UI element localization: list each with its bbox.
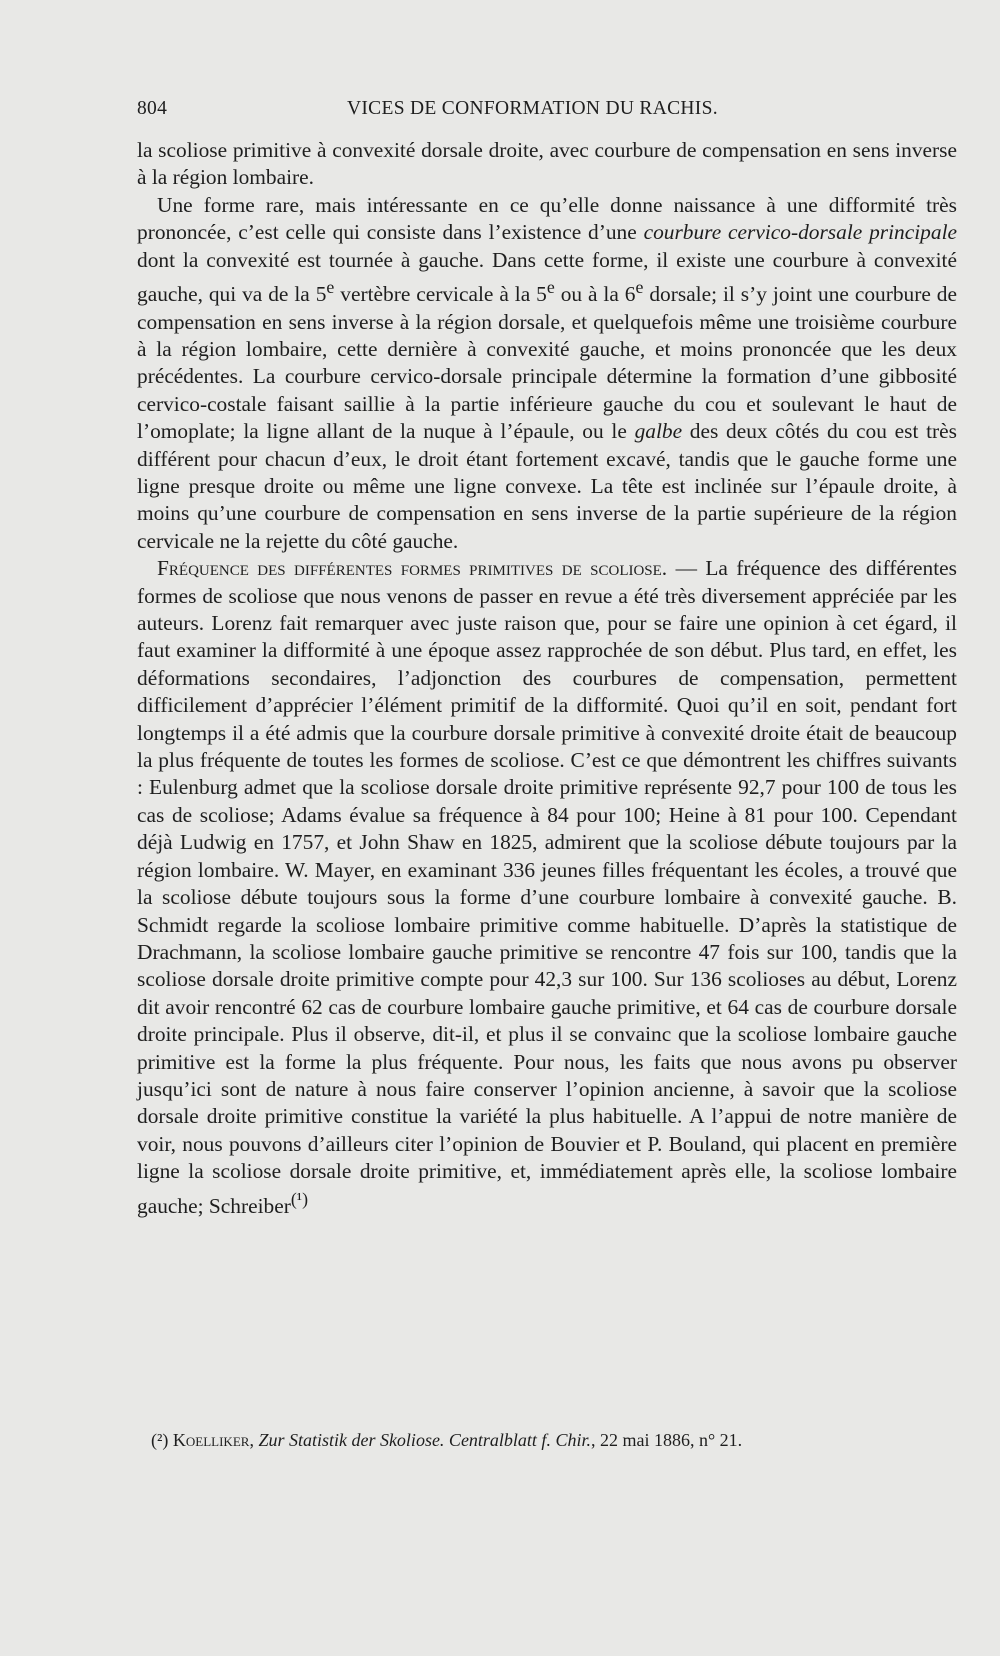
p2-text-b: dont la convexité est tournée à gauche. Dans cette forme, il existe une courbure à convexité gauche, qui va de la 5 [137,247,957,307]
footnote-author: Koelliker [172,1430,250,1450]
p2-sup-1: e [326,277,335,298]
footnote [137,1428,957,1452]
p2-text-e: dorsale; il s’y joint une courbure de compensation en sens inverse à la région dorsale, et quelquefois même une troisième courbure à la région lombaire, cette dernière à convexité gauche, et moins prononcée que les deux précédentes. La courbure cervico-dorsale principale détermine la formation d’une gibbosité cervico-costale faisant saillie à la partie inférieure gauche du cou et soulevant le haut de l’omoplate; la ligne allant de la nuque à l’épaule, ou le [137,282,957,444]
page-number: 804 [137,98,168,119]
section-heading: Fréquence des différentes formes primitives de scoliose. [157,556,668,581]
footnote-marker: (²) [151,1430,169,1450]
footnote-reference[interactable]: (¹) [290,1188,309,1209]
paragraph-1 [137,137,957,192]
paragraph-2 [137,192,957,555]
footnote-rest: , 22 mai 1886, n° 21. [590,1430,743,1450]
p2-text-f: des deux côtés du cou est très différent pour chacun d’eux, le droit étant fortement excavé, tandis que le gauche forme une ligne presque droite ou même une ligne convexe. La tête est inclinée sur l’épaule droite, à moins qu’une courbure de compensation en sens inverse de la partie supérieure de la région cervicale ne la rejette du côté gauche. [137,419,958,553]
p3-text: — La fréquence des différentes formes de scoliose que nous venons de passer en revue a été très diversement appréciée par les auteurs. Lorenz fait remarquer avec juste raison que, pour se faire une opinion à cet égard, il faut examiner la difformité à une époque assez rapprochée de son début. Plus tard, en effet, les déformations secondaires, l’adjonction des courbures de compensation, permettent difficilement d’apprécier l’élément primitif de la difformité. Quoi qu’il en soit, pendant fort longtemps il a été admis que la courbure dorsale primitive à convexité droite était de beaucoup la plus fréquente de toutes les formes de scoliose. C’est ce que démontrent les chiffres suivants : Eulenburg admet que la scoliose dorsale droite primitive représente 92,7 pour 100 de tous les cas de scoliose; Adams évalue sa fréquence à 84 pour 100; Heine à 81 pour 100. Cependant déjà Ludwig en 1757, et John Shaw en 1825, admirent que la scoliose débute toujours par la région lombaire. W. Mayer, en examinant 336 jeunes filles fréquentant les écoles, a trouvé que la scoliose débute toujours sous la forme d’une courbure lombaire à convexité gauche. B. Schmidt regarde la scoliose lombaire primitive comme habituelle. D’après la statistique de Drachmann, la scoliose lombaire gauche primitive se rencontre 47 fois sur 100, tandis que la scoliose dorsale droite primitive compte pour 42,3 sur 100. Sur 136 scolioses au début, Lorenz dit avoir rencontré 62 cas de courbure lombaire gauche primitive, et 64 cas de courbure dorsale droite principale. Plus il observe, dit-il, et plus il se convainc que la scoliose lombaire gauche primitive est la forme la plus fréquente. Pour nous, les faits que nous avons pu observer jusqu’ici sont de nature à nous faire conserver l’opinion ancienne, à savoir que la scoliose dorsale droite primitive constitue la variété la plus habituelle. A l’appui de notre manière de voir, nous pouvons d’ailleurs citer l’opinion de Bouvier et P. Bouland, qui placent en première ligne la scoliose dorsale droite primitive, et, immédiatement après elle, la scoliose lombaire gauche; Schreiber [137,556,957,1218]
p2-italic-galbe: galbe [634,419,683,444]
footnote-sep: , [249,1430,259,1450]
footnote-text [137,1430,742,1450]
p2-italic-term: courbure cervico-dorsale principale [643,220,958,245]
paragraph-3 [137,555,957,1220]
running-header [137,98,957,128]
paragraph-1-text: la scoliose primitive à convexité dorsale droite, avec courbure de compensation en sens inverse à la région lombaire. [137,138,957,190]
p2-text-c: vertèbre cervicale à la 5 [334,282,547,307]
p2-text-d: ou à la 6 [554,282,636,307]
p2-text-a: Une forme rare, mais intéressante en ce qu’elle donne naissance à une difformité très prononcée, c’est celle qui consiste dans l’existence d’une [137,192,957,245]
p2-sup-3: e [635,277,644,298]
running-title: VICES DE CONFORMATION DU RACHIS. [347,98,718,119]
footnote-title: Zur Statistik der Skoliose. Centralblatt f. Chir. [258,1430,591,1450]
body-text [137,137,957,1220]
p2-sup-2: e [546,277,555,298]
